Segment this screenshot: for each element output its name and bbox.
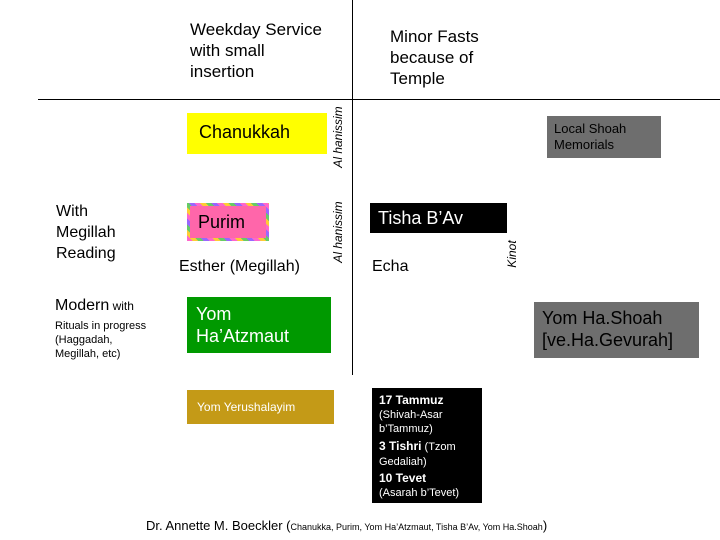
minor-fasts-label: Minor Fasts because of Temple: [390, 27, 479, 88]
al-hanissim-label-lower: Al hanissim: [331, 201, 345, 263]
yom-yerushalayim-label: Yom Yerushalayim: [197, 400, 296, 414]
tisha-bav-box: [370, 203, 507, 233]
horizontal-axis-line: [38, 99, 720, 100]
fast-17-tammuz: 17 Tammuz (Shivah-Asar b’Tammuz): [379, 393, 444, 435]
yom-hashoah-line-1: Yom Ha.Shoah: [542, 308, 663, 328]
al-hanissim-label-upper: Al hanissim: [331, 106, 345, 168]
yom-hashoah-line-2: [ve.Ha.Gevurah]: [542, 330, 674, 350]
local-shoah-line-1: Local Shoah: [554, 121, 627, 136]
yom-haatzmaut-line-2: Ha’Atzmaut: [196, 326, 290, 346]
esther-label: Esther (Megillah): [179, 258, 300, 275]
yom-haatzmaut-line-1: Yom: [196, 304, 232, 324]
purim-box: [187, 203, 269, 241]
kinot-label: Kinot: [505, 240, 519, 268]
chanukkah-box: [187, 113, 327, 154]
weekday-service-label: Weekday Service with small insertion: [190, 20, 322, 81]
footer-credit: Dr. Annette M. Boeckler (Chanukka, Purim, Yom Ha’Atzmaut, Tisha B’Av, Yom Ha.Shoah): [146, 518, 548, 533]
vertical-axis-line: [352, 0, 353, 375]
local-shoah-line-2: Memorials: [554, 137, 614, 152]
local-shoah-memorials-box: [547, 116, 661, 158]
fast-3-tishri: 3 Tishri (Tzom Gedaliah): [379, 439, 456, 468]
modern-label: Modern with Rituals in progress (Haggadah, Megillah, etc): [55, 297, 147, 360]
tisha-bav-label: Tisha B’Av: [378, 208, 464, 228]
yom-haatzmaut-box: [187, 297, 331, 353]
purim-label: Purim: [198, 212, 246, 232]
yom-hashoah-box: [534, 302, 699, 358]
echa-label: Echa: [372, 258, 409, 275]
with-megillah-label: With Megillah Reading: [56, 203, 116, 262]
yom-yerushalayim-box: [187, 390, 334, 424]
chanukkah-label: Chanukkah: [199, 122, 291, 142]
minor-fasts-list-box: [372, 388, 482, 503]
fast-10-tevet: 10 Tevet (Asarah b’Tevet): [379, 471, 460, 499]
